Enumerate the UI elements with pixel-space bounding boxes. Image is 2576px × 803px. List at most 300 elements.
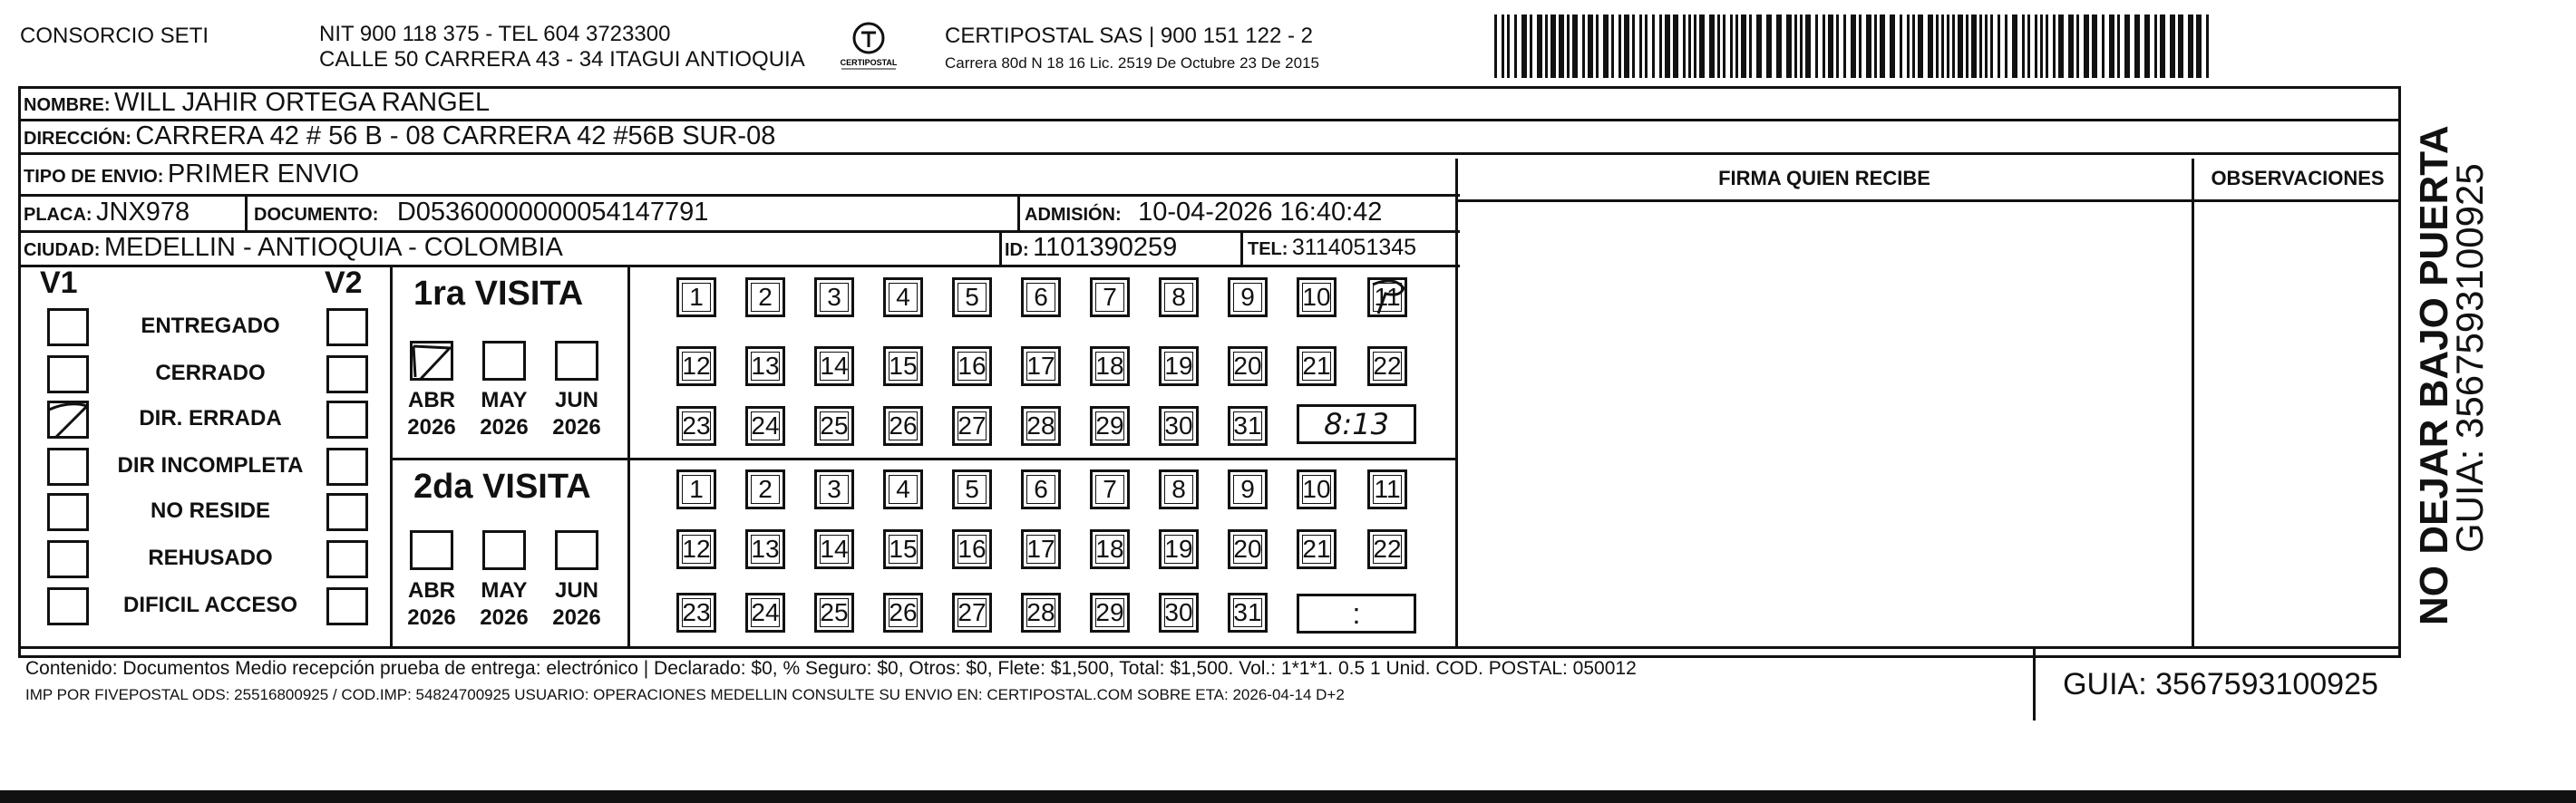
v1-checkbox[interactable] [47,308,89,346]
v2-header: V2 [325,266,363,300]
day-box[interactable] [1228,593,1268,633]
barcode-bar [1952,15,1955,78]
admision-field [1025,197,1382,232]
day-box[interactable] [1228,346,1268,386]
barcode-bar [1900,15,1902,78]
barcode-bar [2134,15,2140,78]
visit1-time: 8:13 [1324,407,1389,441]
day-box[interactable] [814,593,854,633]
month-checkbox[interactable] [555,530,598,570]
day-number: 4 [896,475,910,503]
v1-checkbox[interactable] [47,587,89,625]
month-checkbox[interactable] [482,530,526,570]
v2-checkbox[interactable] [326,587,368,625]
month-year: 2026 [480,605,529,630]
barcode-bar [1673,15,1678,78]
barcode-bar [1559,15,1564,78]
v2-checkbox[interactable] [326,401,368,439]
day-box[interactable] [1228,406,1268,446]
day-box[interactable] [1159,529,1199,569]
day-box[interactable] [814,346,854,386]
tel-label: TEL: [1248,239,1288,259]
month-year: 2026 [552,415,601,440]
admision-label: ADMISIÓN: [1025,205,1122,225]
barcode-bar [1530,15,1532,78]
day-number: 17 [1026,535,1055,563]
day-box[interactable] [745,406,785,446]
barcode-bar [1550,15,1556,78]
barcode-bar [2154,15,2157,78]
day-box[interactable] [1090,277,1130,317]
day-number: 24 [751,411,780,440]
day-box[interactable] [745,346,785,386]
day-number: 6 [1034,475,1048,503]
barcode-bar [1494,15,1497,78]
barcode-bar [1907,15,1910,78]
barcode-bar [2196,15,2202,78]
month-label: JUN [554,578,598,603]
v2-checkbox[interactable] [326,448,368,486]
barcode-bar [2170,15,2175,78]
day-number: 1 [689,283,704,311]
barcode-bar [2102,15,2105,78]
day-number: 20 [1233,535,1262,563]
day-box[interactable] [952,277,992,317]
month-year: 2026 [407,415,456,440]
day-number: 6 [1034,283,1048,311]
barcode-bar [1572,15,1578,78]
day-box[interactable] [814,406,854,446]
barcode-bar [1936,15,1939,78]
month-year: 2026 [552,605,601,630]
certipostal-line: CERTIPOSTAL SAS | 900 151 122 - 2 [945,24,1313,48]
day-number: 28 [1026,598,1055,626]
barcode-bar [1836,15,1839,78]
nit-line: NIT 900 118 375 - TEL 604 3723300 [319,22,671,46]
day-box[interactable] [814,469,854,509]
day-number: 29 [1095,411,1124,440]
barcode-bar [1794,15,1797,78]
ciudad-label: CIUDAD: [24,240,101,260]
barcode-bar [1683,15,1686,78]
barcode-bar [1990,15,1993,78]
visit2-title: 2da VISITA [413,468,591,506]
barcode-bar [1998,15,2000,78]
barcode-bar [1611,15,1614,78]
barcode-bar [1966,15,1968,78]
day-box[interactable] [883,277,923,317]
observations-area[interactable] [2194,202,2399,644]
footer-imp: IMP POR FIVEPOSTAL ODS: 25516800925 / COD.IMP: 54824700925 USUARIO: OPERACIONES MEDELLIN CONSULTE SU ENVIO EN: CERTIPOSTAL.COM SOBRE ETA: 2026-04-14 D+2 [25,686,1345,703]
day-box[interactable] [745,469,785,509]
v2-checkbox[interactable] [326,308,368,346]
day-number: 24 [751,598,780,626]
day-box[interactable] [676,469,716,509]
status-label: REHUSADO [148,546,273,570]
month-year: 2026 [407,605,456,630]
barcode-bar [2012,15,2017,78]
day-number: 23 [682,411,711,440]
barcode-bar [1851,15,1856,78]
barcode-bar [1800,15,1803,78]
day-box[interactable] [952,593,992,633]
barcode-bar [1815,15,1818,78]
company-name: CONSORCIO SETI [20,24,209,48]
barcode-bar [1928,15,1933,78]
id-label: ID: [1005,240,1029,260]
day-box[interactable] [1297,277,1337,317]
side-guia: GUIA: 3567593100925 [2448,163,2491,553]
day-box[interactable] [1021,406,1061,446]
status-label: CERRADO [155,361,266,385]
status-label: ENTREGADO [141,314,280,338]
status-label: DIFICIL ACCESO [122,593,297,617]
day-number: 15 [889,352,918,380]
barcode [1494,15,2220,78]
day-number: 19 [1164,535,1193,563]
day-number: 11 [1374,475,1401,503]
barcode-bar [2117,15,2120,78]
v2-checkbox[interactable] [326,355,368,393]
footer-guia: GUIA: 3567593100925 [2063,667,2378,701]
barcode-bar [2027,15,2030,78]
day-box[interactable] [676,593,716,633]
day-number: 26 [889,411,918,440]
day-number: 3 [827,475,841,503]
barcode-bar [1699,15,1705,78]
id-value: 1101390259 [1033,233,1178,262]
day-box[interactable] [1021,277,1061,317]
barcode-bar [1828,15,1833,78]
day-number: 2 [758,475,773,503]
barcode-bar [1632,15,1635,78]
barcode-bar [1979,15,1982,78]
month-label: ABR [408,388,455,412]
day-box[interactable] [883,529,923,569]
barcode-bar [2040,15,2043,78]
side-warning: NO DEJAR BAJO PUERTA [2412,125,2456,625]
day-box[interactable] [745,593,785,633]
barcode-bar [1603,15,1609,78]
day-number: 21 [1302,352,1331,380]
day-box[interactable] [1090,593,1130,633]
day-box[interactable] [1159,593,1199,633]
id-field [1005,232,1177,267]
day-number: 8 [1171,283,1186,311]
day-box[interactable] [676,346,716,386]
v2-checkbox[interactable] [326,540,368,578]
day-box[interactable] [1367,529,1407,569]
month-label: MAY [481,578,528,603]
signature-area[interactable] [1458,202,2189,644]
day-number: 21 [1302,535,1331,563]
barcode-bar [1947,15,1949,78]
barcode-bar [1717,15,1720,78]
documento-label: DOCUMENTO: [254,205,379,225]
barcode-bar [1665,15,1670,78]
admision-value: 10-04-2026 16:40:42 [1138,198,1383,227]
barcode-bar [1741,15,1746,78]
day-box[interactable] [1297,529,1337,569]
day-box[interactable] [1021,593,1061,633]
v1-checkbox[interactable] [47,540,89,578]
status-label: DIR. ERRADA [139,406,282,431]
barcode-bar [1567,15,1570,78]
day-box[interactable] [952,529,992,569]
nombre-row [24,87,490,122]
footer-contenido: Contenido: Documentos Medio recepción prueba de entrega: electrónico | Declarado: $0, % Seguro: $0, Otros: $0, Flete: $1,500, Total: $1,500. Vol.: 1*1*1. 0.5 1 Unid. COD. POSTAL: 050012 [25,658,1637,679]
day-number: 16 [957,352,987,380]
month-label: ABR [408,578,455,603]
day-number: 14 [820,535,849,563]
month-checkbox[interactable] [410,341,453,381]
v1-checkbox[interactable] [47,401,89,439]
barcode-bar [1545,15,1548,78]
day-number: 13 [751,535,780,563]
day-box[interactable] [883,593,923,633]
direccion-row [24,121,775,156]
ciudad-value: MEDELLIN - ANTIOQUIA - COLOMBIA [103,233,563,262]
barcode-bar [2053,15,2056,78]
barcode-bar [1596,15,1599,78]
placa-field [24,197,190,232]
day-box[interactable] [745,529,785,569]
barcode-bar [1958,15,1963,78]
barcode-bar [1749,15,1752,78]
logo-text: CERTIPOSTAL [840,58,898,67]
day-number: 18 [1095,535,1124,563]
barcode-bar [1688,15,1691,78]
barcode-bar [1723,15,1725,78]
day-number: 20 [1233,352,1262,380]
day-number: 31 [1233,411,1262,440]
day-number: 31 [1233,598,1262,626]
day-box[interactable] [745,277,785,317]
day-number: 27 [957,598,987,626]
month-checkbox[interactable] [555,341,598,381]
day-box[interactable] [883,406,923,446]
barcode-bar [1843,15,1846,78]
day-box[interactable] [1228,469,1268,509]
barcode-bar [1659,15,1662,78]
barcode-bar [2124,15,2130,78]
barcode-bar [2160,15,2165,78]
direccion-value: CARRERA 42 # 56 B - 08 CARRERA 42 #56B SUR-08 [135,121,776,150]
day-number: 28 [1026,411,1055,440]
day-box[interactable] [1367,277,1407,317]
day-number: 22 [1373,352,1402,380]
barcode-bar [2084,15,2089,78]
day-box[interactable] [1228,529,1268,569]
barcode-bar [2068,15,2074,78]
barcode-bar [1639,15,1642,78]
barcode-bar [1776,15,1782,78]
month-checkbox[interactable] [410,530,453,570]
day-box[interactable] [883,469,923,509]
day-number: 27 [957,411,987,440]
day-number: 17 [1026,352,1055,380]
barcode-bar [1588,15,1593,78]
barcode-bar [1859,15,1862,78]
barcode-bar [1507,15,1510,78]
barcode-bar [2076,15,2079,78]
v2-checkbox[interactable] [326,493,368,531]
month-checkbox[interactable] [482,341,526,381]
license-line: Carrera 80d N 18 16 Lic. 2519 De Octubre 23 De 2015 [945,54,1319,72]
day-number: 26 [889,598,918,626]
day-box[interactable] [676,529,716,569]
day-number: 10 [1302,283,1331,311]
tel-field [1248,232,1416,266]
barcode-bar [1766,15,1772,78]
barcode-bar [2178,15,2183,78]
day-number: 12 [682,535,711,563]
day-number: 2 [758,283,773,311]
day-box[interactable] [952,406,992,446]
day-box[interactable] [1090,346,1130,386]
day-number: 3 [827,283,841,311]
barcode-bar [1786,15,1792,78]
barcode-bar [1823,15,1825,78]
barcode-bar [1652,15,1655,78]
day-number: 9 [1240,283,1255,311]
visit2-time: : [1352,596,1361,630]
tipo-row [24,159,359,194]
barcode-bar [1645,15,1648,78]
barcode-bar [1709,15,1715,78]
barcode-bar [2109,15,2114,78]
day-box[interactable] [676,406,716,446]
day-number: 23 [682,598,711,626]
day-box[interactable] [1021,469,1061,509]
day-number: 5 [965,475,979,503]
day-number: 7 [1103,475,1117,503]
barcode-bar [2058,15,2064,78]
day-number: 22 [1373,535,1402,563]
day-box[interactable] [1228,277,1268,317]
visit2-time-box[interactable] [1297,594,1416,634]
day-number: 5 [965,283,979,311]
day-box[interactable] [952,346,992,386]
barcode-bar [1730,15,1733,78]
day-number: 1 [689,475,704,503]
day-box[interactable] [676,277,716,317]
day-box[interactable] [1021,346,1061,386]
day-box[interactable] [1297,346,1337,386]
v1-checkbox[interactable] [47,493,89,531]
day-number: 13 [751,352,780,380]
barcode-bar [2092,15,2097,78]
barcode-bar [2188,15,2193,78]
day-number: 16 [957,535,987,563]
barcode-bar [1619,15,1621,78]
observaciones-header: OBSERVACIONES [2211,167,2385,189]
barcode-bar [1971,15,1977,78]
barcode-bar [1941,15,1944,78]
barcode-bar [2022,15,2025,78]
barcode-bar [1521,15,1527,78]
day-number: 8 [1171,475,1186,503]
status-label: NO RESIDE [150,498,271,523]
barcode-bar [2206,15,2209,78]
day-box[interactable] [952,469,992,509]
barcode-bar [1624,15,1629,78]
day-number: 25 [820,411,849,440]
nombre-label: NOMBRE: [24,95,111,115]
day-box[interactable] [814,277,854,317]
day-box[interactable] [1159,277,1199,317]
barcode-bar [1502,15,1504,78]
visit1-title: 1ra VISITA [413,275,584,313]
barcode-bar [2035,15,2037,78]
day-number: 9 [1240,475,1255,503]
month-label: MAY [481,388,528,412]
day-box[interactable] [1159,406,1199,446]
nombre-value: WILL JAHIR ORTEGA RANGEL [114,88,491,117]
day-number: 19 [1164,352,1193,380]
barcode-bar [1874,15,1877,78]
barcode-bar [2005,15,2007,78]
placa-value: JNX978 [96,198,190,227]
barcode-bar [1912,15,1915,78]
tipo-label: TIPO DE ENVIO: [24,167,164,187]
day-box[interactable] [1367,346,1407,386]
month-year: 2026 [480,415,529,440]
barcode-bar [1985,15,1988,78]
address-line: CALLE 50 CARRERA 43 - 34 ITAGUI ANTIOQUIA [319,47,805,72]
barcode-bar [1866,15,1871,78]
day-number: 30 [1164,411,1193,440]
day-number: 25 [820,598,849,626]
day-box[interactable] [1367,469,1407,509]
day-number: 4 [896,283,910,311]
barcode-bar [1514,15,1517,78]
day-box[interactable] [883,346,923,386]
v1-checkbox[interactable] [47,355,89,393]
barcode-bar [1918,15,1923,78]
day-number: 7 [1103,283,1117,311]
day-box[interactable] [1159,346,1199,386]
barcode-bar [1756,15,1762,78]
day-box[interactable] [1021,529,1061,569]
visit1-time-box[interactable] [1297,404,1416,444]
day-number: 30 [1164,598,1193,626]
day-box[interactable] [1090,406,1130,446]
day-box[interactable] [1297,469,1337,509]
bottom-edge [0,790,2576,803]
day-number: 12 [682,352,711,380]
ciudad-field [24,232,563,267]
documento-value: D05360000000054147791 [396,198,709,227]
barcode-bar [1880,15,1885,78]
day-number: 29 [1095,598,1124,626]
day-box[interactable] [1090,529,1130,569]
barcode-bar [1890,15,1895,78]
status-label: DIR INCOMPLETA [117,453,304,478]
firma-header: FIRMA QUIEN RECIBE [1718,167,1930,189]
day-number: 11 [1374,283,1401,311]
tel-value: 3114051345 [1291,235,1417,260]
tipo-value: PRIMER ENVIO [167,160,360,189]
day-box[interactable] [814,529,854,569]
v1-checkbox[interactable] [47,448,89,486]
barcode-bar [2144,15,2150,78]
day-box[interactable] [1090,469,1130,509]
documento-field [254,197,708,232]
day-number: 18 [1095,352,1124,380]
day-box[interactable] [1159,469,1199,509]
barcode-bar [1537,15,1542,78]
